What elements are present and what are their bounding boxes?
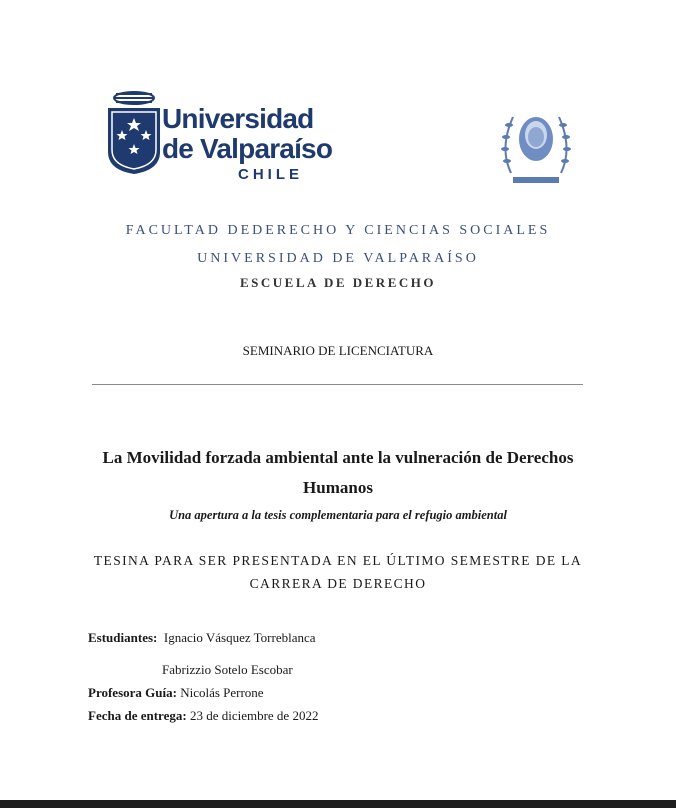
- school-name: ESCUELA DE DERECHO: [240, 275, 436, 290]
- student-2: Fabrizzio Sotelo Escobar: [162, 662, 293, 677]
- university-logo-country: CHILE: [238, 166, 303, 183]
- university-seal-icon: [497, 103, 575, 187]
- thesis-title-line1: La Movilidad forzada ambiental ante la vulneración de Derechos: [102, 448, 574, 467]
- thesis-title-line2: Humanos: [303, 478, 373, 497]
- seminar-label: SEMINARIO DE LICENCIATURA: [242, 343, 434, 358]
- bottom-bar: [0, 800, 676, 808]
- thesis-subtitle: Una apertura a la tesis complementaria para el refugio ambiental: [169, 508, 507, 522]
- advisor-label: Profesora Guía:: [88, 685, 177, 700]
- divider: [92, 384, 583, 385]
- university-name: UNIVERSIDAD DE VALPARAÍSO: [197, 251, 479, 266]
- students-row: [88, 630, 316, 646]
- student-1: Ignacio Vásquez Torreblanca: [163, 630, 316, 645]
- delivery-date: 23 de diciembre de 2022: [189, 708, 319, 723]
- university-logo: [106, 90, 333, 186]
- thesis-purpose-line2: CARRERA DE DERECHO: [249, 576, 427, 591]
- advisor-name: Nicolás Perrone: [180, 685, 264, 700]
- date-label: Fecha de entrega:: [88, 708, 187, 723]
- faculty-name: FACULTAD DEDERECHO Y CIENCIAS SOCIALES: [125, 223, 551, 238]
- advisor-row: [88, 685, 264, 701]
- thesis-purpose-line1: TESINA PARA SER PRESENTADA EN EL ÚLTIMO SEMESTRE DE LA: [93, 553, 583, 568]
- students-label: Estudiantes:: [88, 630, 158, 645]
- university-logo-text: Universidad de Valparaíso: [162, 103, 333, 164]
- shield-star-icon: [106, 90, 162, 180]
- faculty-seal: [497, 103, 575, 187]
- date-row: [88, 708, 318, 724]
